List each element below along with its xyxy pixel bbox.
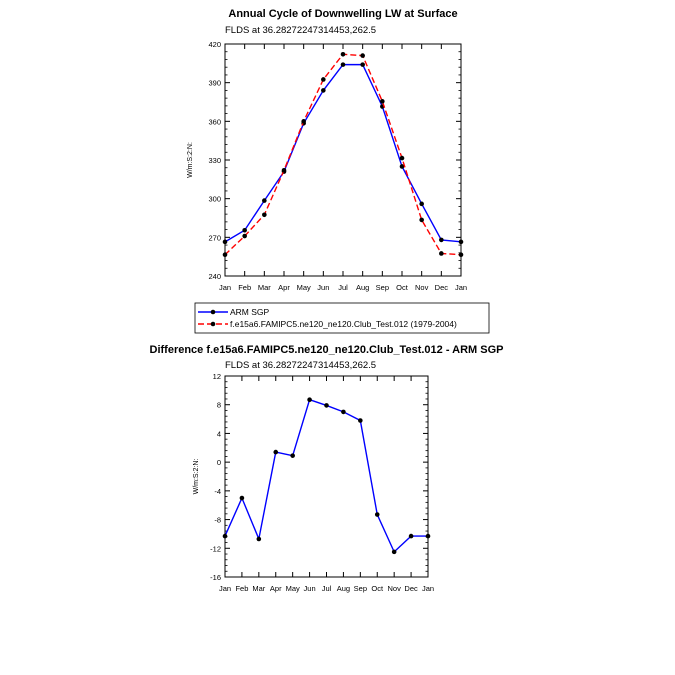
series-line-1 [225,400,428,552]
data-point [341,62,346,67]
y-tick-label: 360 [208,117,221,127]
x-tick-label: Apr [269,584,282,593]
data-point [341,410,346,415]
x-tick-label: Jan [454,283,468,292]
data-point [242,228,247,233]
chart-title: Difference f.e15a6.FAMIPC5.ne120_ne120.Club_Test.012 - ARM SGP [149,344,504,356]
x-tick-label: Feb [235,584,249,593]
data-point [380,99,385,104]
y-tick-label: -8 [214,515,221,525]
x-tick-label: Jun [303,584,316,593]
x-tick-label: Jun [317,283,330,292]
y-tick-label: 12 [212,372,221,381]
data-point [419,202,424,207]
y-axis-label: W/m:S:2:N: [187,142,194,178]
data-point [360,62,365,67]
x-tick-label: Aug [355,283,370,292]
series-line-1 [225,65,461,242]
series-line-2 [225,54,461,254]
x-tick-label: May [285,584,300,593]
x-tick-label: Apr [278,283,290,292]
x-tick-label: Jan [421,584,435,593]
x-tick-label: Mar [252,584,266,593]
data-point [360,53,365,58]
chart-2 [150,344,504,593]
x-tick-label: Jan [218,584,232,593]
x-tick-label: Sep [375,283,390,292]
x-tick-label: Aug [336,584,351,593]
y-tick-label: 390 [208,78,221,88]
data-point [341,52,346,57]
x-tick-label: Dec [434,283,449,292]
data-point [439,251,444,256]
y-tick-label: 420 [208,40,221,49]
y-tick-label: 0 [216,458,221,468]
y-tick-label: 300 [208,194,221,204]
y-tick-label: 240 [208,272,221,281]
legend-entry: ARM SGP [230,307,270,317]
x-tick-label: Dec [404,584,418,593]
data-point [400,156,405,161]
plot-frame [225,44,461,276]
data-point [282,168,287,173]
chart-subtitle: FLDS at 36.28272247314453,262.5 [225,360,377,371]
data-point [321,88,326,93]
y-tick-label: 8 [216,400,221,410]
data-point [375,512,380,517]
data-point [240,496,245,501]
x-tick-label: Jan [218,283,232,292]
data-point [290,453,295,458]
data-point [409,534,414,539]
legend-swatch-marker [211,322,216,327]
x-tick-label: Oct [371,584,384,593]
data-point [257,537,262,542]
data-point [262,212,267,217]
data-point [262,198,267,203]
data-point [273,450,278,455]
x-tick-label: Oct [396,283,408,292]
y-tick-label: -4 [214,486,221,496]
legend-swatch-marker [211,310,216,315]
x-tick-label: Feb [238,283,252,292]
x-tick-label: Nov [387,584,401,593]
data-point [419,218,424,223]
x-tick-label: May [296,283,311,292]
data-point [358,418,363,423]
x-tick-label: Mar [257,283,271,292]
y-tick-label: -12 [210,544,221,554]
legend [195,303,489,333]
chart-1 [187,8,489,333]
y-tick-label: 330 [208,156,221,165]
x-tick-label: Sep [353,584,368,593]
x-tick-label: Nov [414,283,429,292]
chart-subtitle: FLDS at 36.28272247314453,262.5 [225,25,377,36]
y-tick-label: -16 [210,573,221,582]
data-point [439,238,444,243]
chart-title: Annual Cycle of Downwelling LW at Surface [228,8,458,20]
x-tick-label: Jul [338,283,348,292]
x-tick-label: Jul [321,584,332,593]
data-point [242,234,247,239]
data-point [321,77,326,82]
data-point [307,397,312,402]
data-point [324,403,329,408]
legend-entry: f.e15a6.FAMIPC5.ne120_ne120.Club_Test.012 (1979-2004) [230,319,457,329]
data-point [392,550,397,555]
y-axis-label: W/m:S:2:N: [193,458,200,495]
y-tick-label: 270 [208,233,221,243]
data-point [301,119,306,124]
y-tick-label: 4 [216,429,221,439]
